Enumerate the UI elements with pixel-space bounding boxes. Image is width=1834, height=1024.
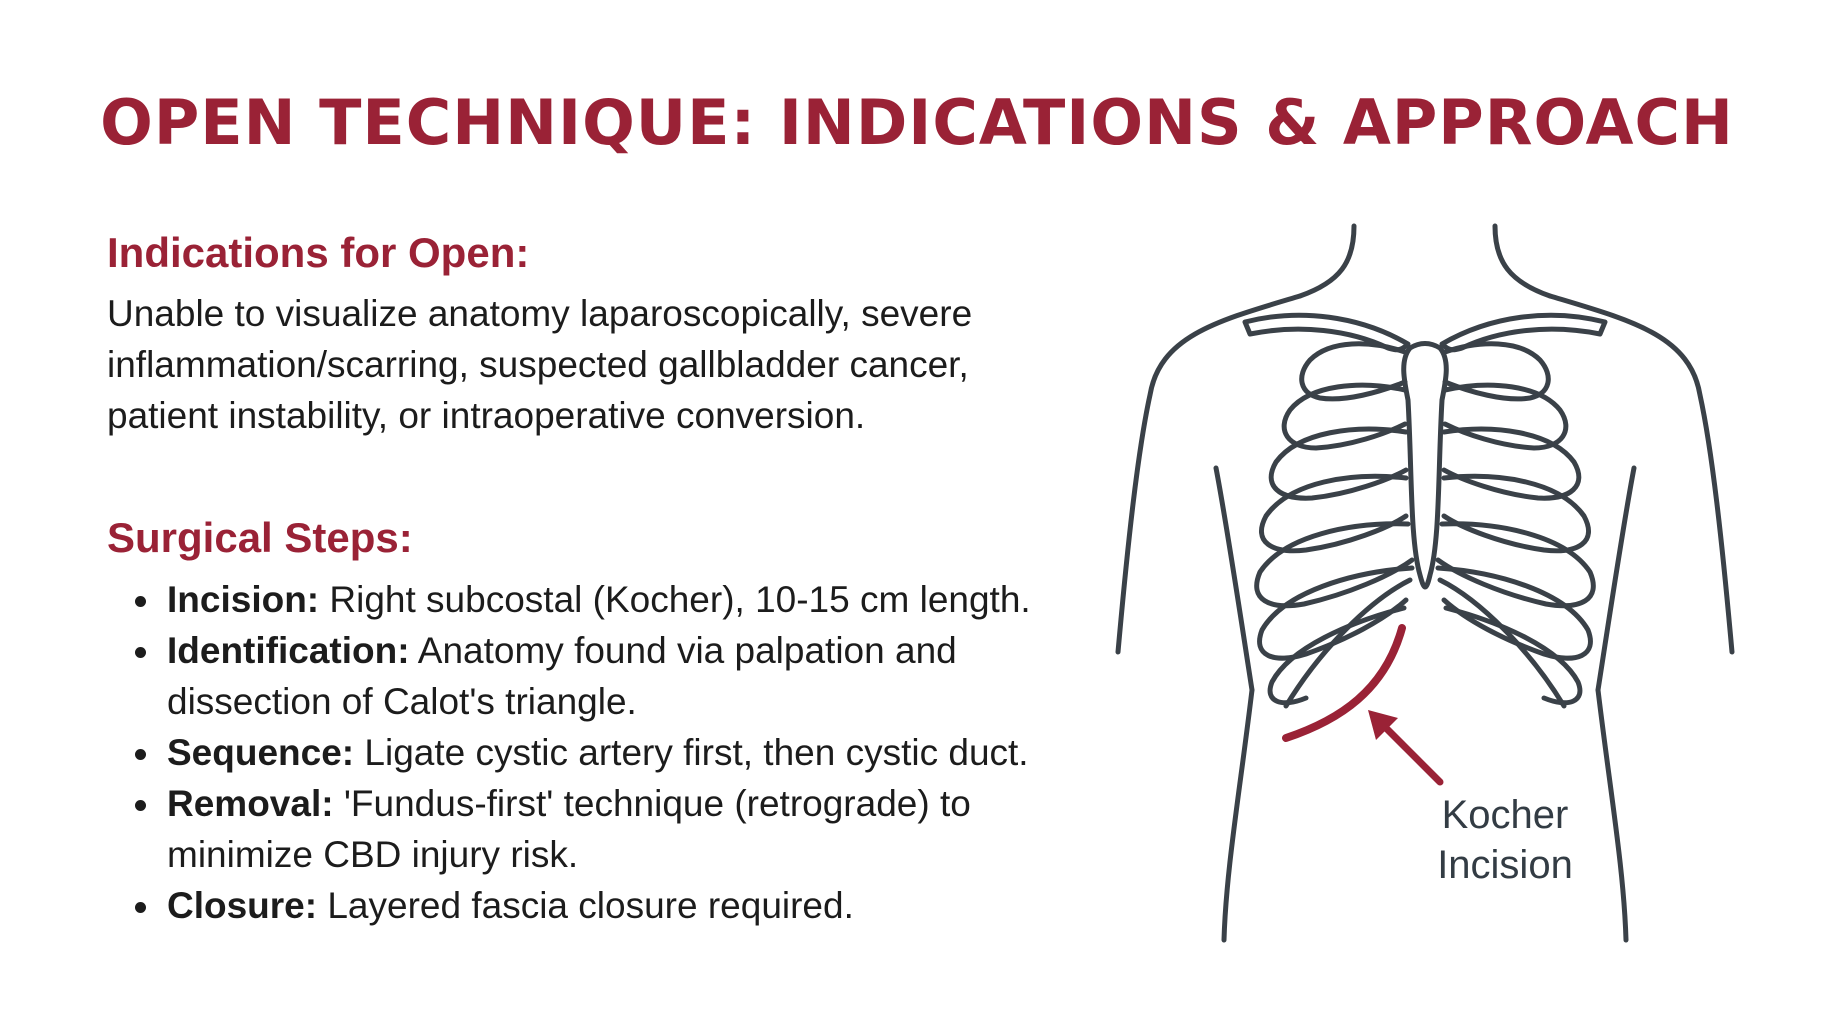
incision-arrow-icon: [1368, 710, 1440, 782]
rib-left-2: [1284, 385, 1405, 448]
step-term: Removal:: [167, 782, 334, 824]
rib-right-2: [1445, 385, 1566, 448]
rib-left-4: [1261, 476, 1406, 550]
step-text: 'Fundus-first' technique (retrograde) to minimize CBD injury risk.: [167, 782, 971, 875]
surgical-steps-list: [107, 574, 1067, 931]
surgical-steps-heading: Surgical Steps:: [107, 514, 413, 562]
neck-left-outline: [1300, 226, 1354, 296]
neck-right-outline: [1495, 226, 1550, 296]
bullet-icon: [135, 902, 146, 913]
waist-right-outline: [1598, 690, 1626, 940]
indications-text: Unable to visualize anatomy laparoscopically, severe inflammation/scarring, suspected gallbladder cancer, patient instability, or intraoperative conversion.: [107, 293, 973, 437]
step-sequence: [107, 727, 1127, 778]
rib-right-4: [1444, 476, 1589, 550]
bullet-icon: [135, 596, 146, 607]
waist-left-outline: [1224, 690, 1252, 940]
arm-left-inner: [1216, 468, 1252, 690]
step-text: Ligate cystic artery first, then cystic duct.: [354, 731, 1029, 773]
costal-margin-right: [1440, 580, 1564, 706]
arm-right-inner: [1598, 468, 1634, 690]
step-removal: [107, 778, 1127, 880]
bullet-icon: [135, 647, 146, 658]
step-text: Anatomy found via palpation and dissection of Calot's triangle.: [167, 629, 957, 722]
costal-margin-left: [1286, 580, 1410, 706]
text-column: [107, 228, 1067, 931]
step-incision: [107, 574, 1127, 625]
kocher-incision-label: [1410, 790, 1600, 890]
step-term: Incision:: [167, 578, 320, 620]
step-text: Right subcostal (Kocher), 10-15 cm length.: [319, 578, 1031, 620]
step-term: Sequence:: [167, 731, 355, 773]
step-identification: [107, 625, 1127, 727]
page-title: OPEN TECHNIQUE: INDICATIONS & APPROACH: [100, 86, 1734, 159]
bullet-icon: [135, 800, 146, 811]
bullet-icon: [135, 749, 146, 760]
kocher-label-line2: Incision: [1437, 843, 1573, 887]
kocher-label-line1: Kocher: [1441, 793, 1569, 837]
step-text: Layered fascia closure required.: [317, 884, 854, 926]
indications-heading: Indications for Open:: [107, 229, 530, 276]
sternum: [1404, 344, 1447, 588]
step-term: Closure:: [167, 884, 318, 926]
step-term: Identification:: [167, 629, 410, 671]
step-closure: [107, 880, 1127, 931]
